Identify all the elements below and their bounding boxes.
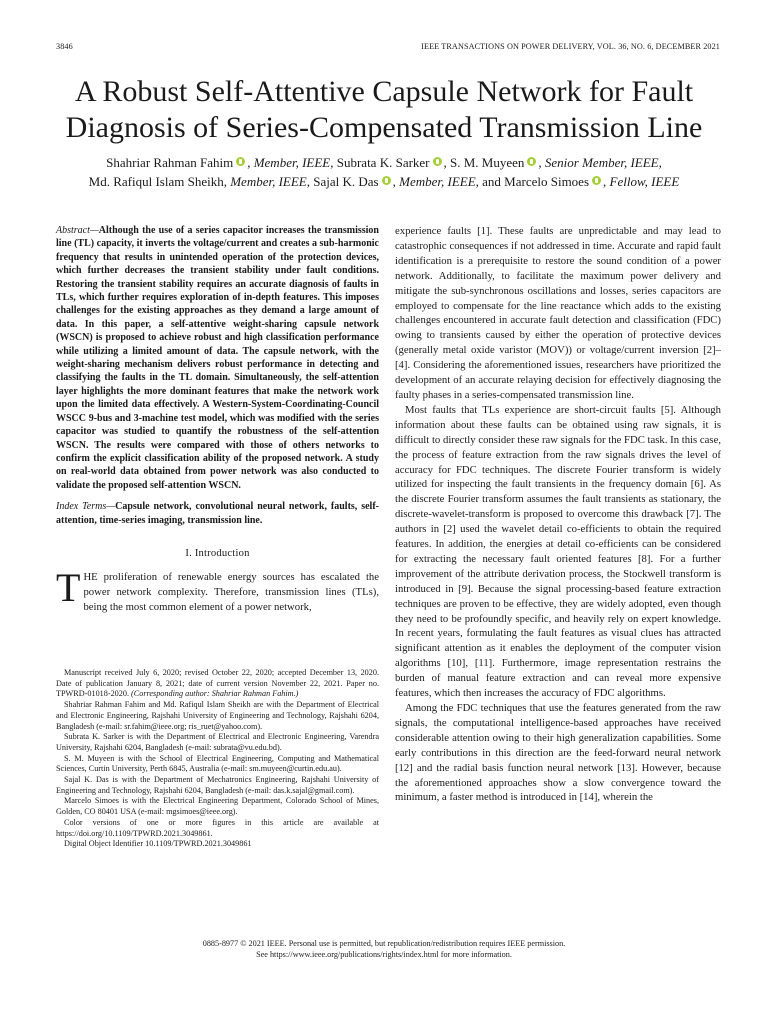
footnote-affiliation: Sajal K. Das is with the Department of Mechatronics Engineering, Rajshahi University of Engineering and Technology, Rajshahi 6204, Bangladesh (e-mail: das.k.sajal@gmail.com). <box>56 775 379 795</box>
author-affiliation: Fellow, IEEE <box>609 174 680 189</box>
author-name: Sajal K. Das <box>313 174 379 189</box>
author-affiliation: Member, IEEE, <box>230 174 310 189</box>
author-name: Marcelo Simoes <box>504 174 590 189</box>
rights-line: See https://www.ieee.org/publications/rights/index.html for more information. <box>256 950 512 959</box>
author-name: Shahriar Rahman Fahim <box>106 155 234 170</box>
left-column <box>56 224 379 615</box>
abstract-lead: Abstract— <box>56 225 99 236</box>
author-affiliation: Member, IEEE, <box>253 155 334 170</box>
drop-cap: T <box>56 565 81 611</box>
section-heading: I. Introduction <box>185 547 250 559</box>
orcid-icon[interactable] <box>236 157 245 166</box>
footnote-affiliation: Marcelo Simoes is with the Electrical Engineering Department, Colorado School of Mines, Golden, CO 80401 USA (e-mail: mgsimoes@ieee.org). <box>56 796 379 817</box>
abstract <box>56 224 379 492</box>
index-terms-text: Capsule network, convolutional neural network, faults, self-attention, time-series imaging, transmission line. <box>56 501 379 526</box>
footnote-manuscript <box>56 668 379 700</box>
author-list: Shahriar Rahman Fahim , Member, IEEE, Subrata K. Sarker , S. M. Muyeen , Senior Member, IEEE, Md. Rafiqul Islam Sheikh, Member, IEEE, Sajal K. Das , Member, IEEE, and Marcelo Simoes , Fellow, IEEE <box>88 155 680 189</box>
paper-title: A Robust Self-Attentive Capsule Network for Fault Diagnosis of Series-Compensated Transmission Line <box>65 75 703 144</box>
footnote-affiliation: Subrata K. Sarker is with the Department of Electrical and Electronic Engineering, Varendra University, Rajshahi 6204, Bangladesh (e-mail: subrata@vu.edu.bd). <box>56 732 379 752</box>
footnote-affiliation: S. M. Muyeen is with the School of Electrical Engineering, Computing and Mathematical Sciences, Curtin University, Perth 6845, Australia (e-mail: sm.muyeen@curtin.edu.au). <box>56 753 379 774</box>
journal-name: IEEE TRANSACTIONS ON POWER DELIVERY, VOL. 36, NO. 6, DECEMBER 2021 <box>421 42 720 51</box>
author-affiliation: Member, IEEE, <box>399 174 479 189</box>
intro-paragraph <box>56 565 379 615</box>
orcid-icon[interactable] <box>433 157 442 166</box>
copyright-footer <box>0 938 768 960</box>
footnote-doi: Digital Object Identifier 10.1109/TPWRD.2021.3049861 <box>64 839 252 849</box>
orcid-icon[interactable] <box>527 157 536 166</box>
copyright-line: 0885-8977 © 2021 IEEE. Personal use is permitted, but republication/redistribution requires IEEE permission. <box>202 939 566 948</box>
abstract-text: Although the use of a series capacitor increases the transmission line (TL) capacity, it inverts the voltage/current and creates a sub-harmonic frequency that results in unintended operation of the protection devices, which further decreases the transient stability under fault conditions. Restoring the transient stability requires an accurate diagnosis of faults in TLs, which further requires exploration of in-depth features. This imposes challenges for the existing approaches as they demand a large amount of data. In this paper, a self-attentive weight-sharing capsule network (WSCN) is proposed to achieve robust and high classification performance while utilizing a limited amount of data. The capsule network, with the weight-sharing mechanism delivers robust performance in detecting and classifying the faults in the TL domain. Simultaneously, the self-attention layer highlights the more dominant features that make the network work upon the limited data effectively. A Western-System-Coordinating-Council WSCC 9-bus and 3-machine test model, which was modified with the series capacitor was studied to quantify the robustness of the self-attention WSCN. The results were compared with those of others networks to confirm the explicit classification ability of the proposed network. A study on real-world data obtained from power network was also conducted to validate the proposed self-attention WSCN. <box>56 225 379 491</box>
index-terms <box>56 500 379 527</box>
author-name: S. M. Muyeen <box>450 155 525 170</box>
corresponding-author: (Corresponding author: Shahriar Rahman Fahim.) <box>131 689 299 699</box>
orcid-icon[interactable] <box>592 176 601 185</box>
body-paragraph: experience faults [1]. These faults are unpredictable and may lead to catastrophic consequences if not addressed in time. Accurate and rapid fault identification is a prerequisite to restore the sound condition of a power network. Additionally, to facilitate the maximum power delivery and mitigate the sub-synchronous oscillations and losses, series capacitors are employed to compensate for the line reactance which adds to the existing challenges encountered in accurate fault detection and classification (FDC) owing to transients caused by either the operation of protective devices (generally metal oxide varistor (MOV)) or voltage/current inversion [2]–[4]. Considering the aforementioned issues, researchers have prioritized the development of an accurate relaying decision for effectively diagnosing the faulty phases in a series-compensated transmission line. <box>395 225 721 401</box>
author-conjunction: and <box>482 174 501 189</box>
body-paragraph: Most faults that TLs experience are short-circuit faults [5]. Although information about these faults can be obtained using raw signals, it is difficult to directly consider these raw signals for the FDC task. In this case, the process of feature extraction from the raw signals drives the level of accuracy for FDC techniques. The discrete Fourier transform is widely utilized for inspecting the fault transients in the frequency domain [6]. As the discrete Fourier transform assumes the fault transients as stationary, the discrete-wavelet-transform is proposed to overcome this drawback [7]. The authors in [2] used the wavelet detail co-efficients to obtain the required features. In addition, the energies at detail co-efficients can be considered for extracting the necessary fault oriented features [8]. For a further improvement of the attribute derivation process, the Stockwell transform is introduced in [9]. Because the signal processing-based feature extraction techniques are proven to be effective, they are widely adopted, even though they need to be profoundly specific, and heavily rely on expert knowledge. In recent years, formulating the fault features as visual clues has attracted significant attention as it enables the deployment of the computer vision algorithms [10], [11]. Furthermore, image representation restrains the burden of manual feature extraction and can reveal more expensive features, which then increases the accuracy of FDC algorithms. <box>395 403 721 700</box>
footnote-text: Manuscript received July 6, 2020; revised October 22, 2020; accepted December 13, 2020. Date of publication January 8, 2021; date of current version November 22, 2021. Paper no. TPWRD-01018-2020. <box>56 668 379 699</box>
orcid-icon[interactable] <box>382 176 391 185</box>
right-column <box>395 224 721 805</box>
intro-text: HE proliferation of renewable energy sources has escalated the power network complexity. Therefore, transmission lines (TLs), being the most common element of a power network, <box>83 571 379 614</box>
index-terms-lead: Index Terms— <box>56 501 116 513</box>
author-affiliation: Senior Member, IEEE, <box>544 155 662 170</box>
footnote-affiliation: Shahriar Rahman Fahim and Md. Rafiqul Islam Sheikh are with the Department of Electrical and Electronic Engineering, Rajshahi University of Engineering and Technology, Rajshahi 6204, Bangladesh (e-mail: sr.fahim@ieee.org; ris_ruet@yahoo.com). <box>56 700 379 731</box>
footnotes <box>56 668 379 850</box>
author-name: Md. Rafiqul Islam Sheikh, <box>88 174 227 189</box>
body-paragraph: Among the FDC techniques that use the features generated from the raw signals, the computational intelligence-based approaches have received considerable attention owing to their high generalization capabilities. Some early contributions in this direction are the feed-forward neural network [12] and the radial basis function neural network [13]. However, because the aforementioned approaches show a slow convergence toward the minimum, a faster method is introduced in [14], wherein the <box>395 702 721 804</box>
page-number: 3846 <box>56 42 73 51</box>
footnote-color-versions: Color versions of one or more figures in this article are available at https://doi.org/10.1109/TPWRD.2021.3049861. <box>56 817 379 838</box>
author-name: Subrata K. Sarker <box>336 155 430 170</box>
